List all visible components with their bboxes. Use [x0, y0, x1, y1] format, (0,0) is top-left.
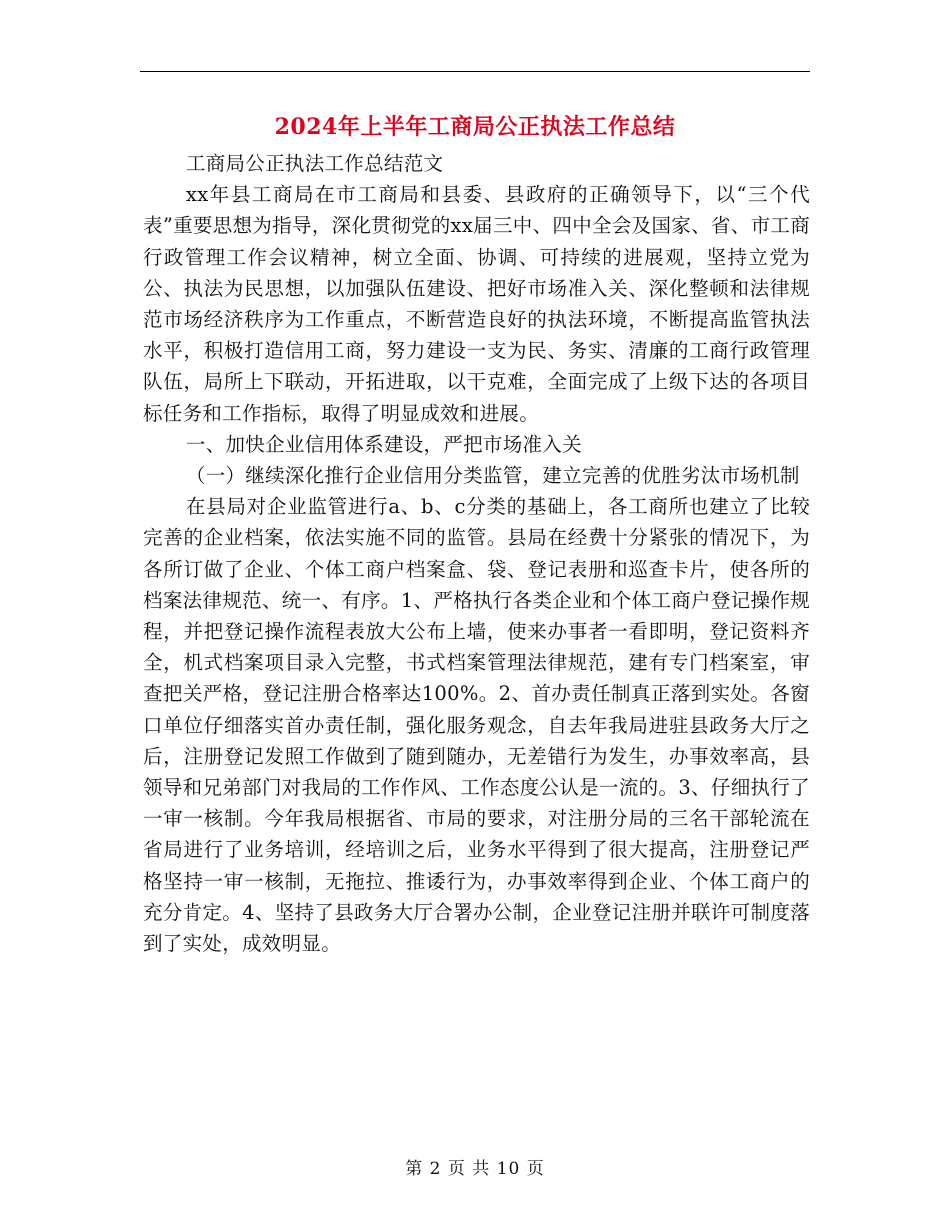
subsection-heading: （一）继续深化推行企业信用分类监管，建立完善的优胜劣汰市场机制: [185, 464, 800, 488]
paragraph-intro: xx年县工商局在市工商局和县委、县政府的正确领导下，以“三个代表”重要思想为指导，深化贯彻党的xx届三中、四中全会及国家、省、市工商行政管理工作会议精神，树立全面、协调、可持续的进展观，坚持立党为公、执法为民思想，以加强队伍建设、把好市场准入关、深化整顿和法律规范市场经济秩序为工作重点，不断营造良好的执法环境，不断提高监管执法水平，积极打造信用工商，努力建设一支为民、务实、清廉的工商行政管理队伍，局所上下联动，开拓进取，以干克难，全面完成了上级下达的各项目标任务和工作指标，取得了明显成效和进展。: [143, 183, 810, 425]
document-title: 2024年上半年工商局公正执法工作总结: [274, 114, 676, 140]
paragraph-subtitle: 工商局公正执法工作总结范文: [185, 152, 444, 175]
paragraph-body: 在县局对企业监管进行a、b、c分类的基础上，各工商所也建立了比较完善的企业档案，依法实施不同的监管。县局在经费十分紧张的情况下，为各所订做了企业、个体工商户档案盒、袋、登记表册和巡查卡片，使各所的档案法律规范、统一、有序。1、严格执行各类企业和个体工商户登记操作规程，并把登记操作流程表放大公布上墙，使来办事者一看即明，登记资料齐全，机式档案项目录入完整，书式档案管理法律规范，建有专门档案室，审查把关严格，登记注册合格率达100%。2、首办责任制真正落到实处。各窗口单位仔细落实首办责任制，强化服务观念，自去年我局进驻县政务大厅之后，注册登记发照工作做到了随到随办，无差错行为发生，办事效率高，县领导和兄弟部门对我局的工作作风、工作态度公认是一流的。3、仔细执行了一审一核制。今年我局根据省、市局的要求，对注册分局的三名干部轮流在省局进行了业务培训，经培训之后，业务水平得到了很大提高，注册登记严格坚持一审一核制，无拖拉、推诿行为，办事效率得到企业、个体工商户的充分肯定。4、坚持了县政务大厅合署办公制，企业登记注册并联许可制度落到了实处，成效明显。: [143, 495, 810, 956]
page-number-footer: 第 2 页 共 10 页: [405, 1159, 545, 1179]
document-body: [143, 148, 810, 959]
section-heading: 一、加快企业信用体系建设，严把市场准入关: [185, 432, 582, 456]
header-rule: [140, 71, 810, 72]
